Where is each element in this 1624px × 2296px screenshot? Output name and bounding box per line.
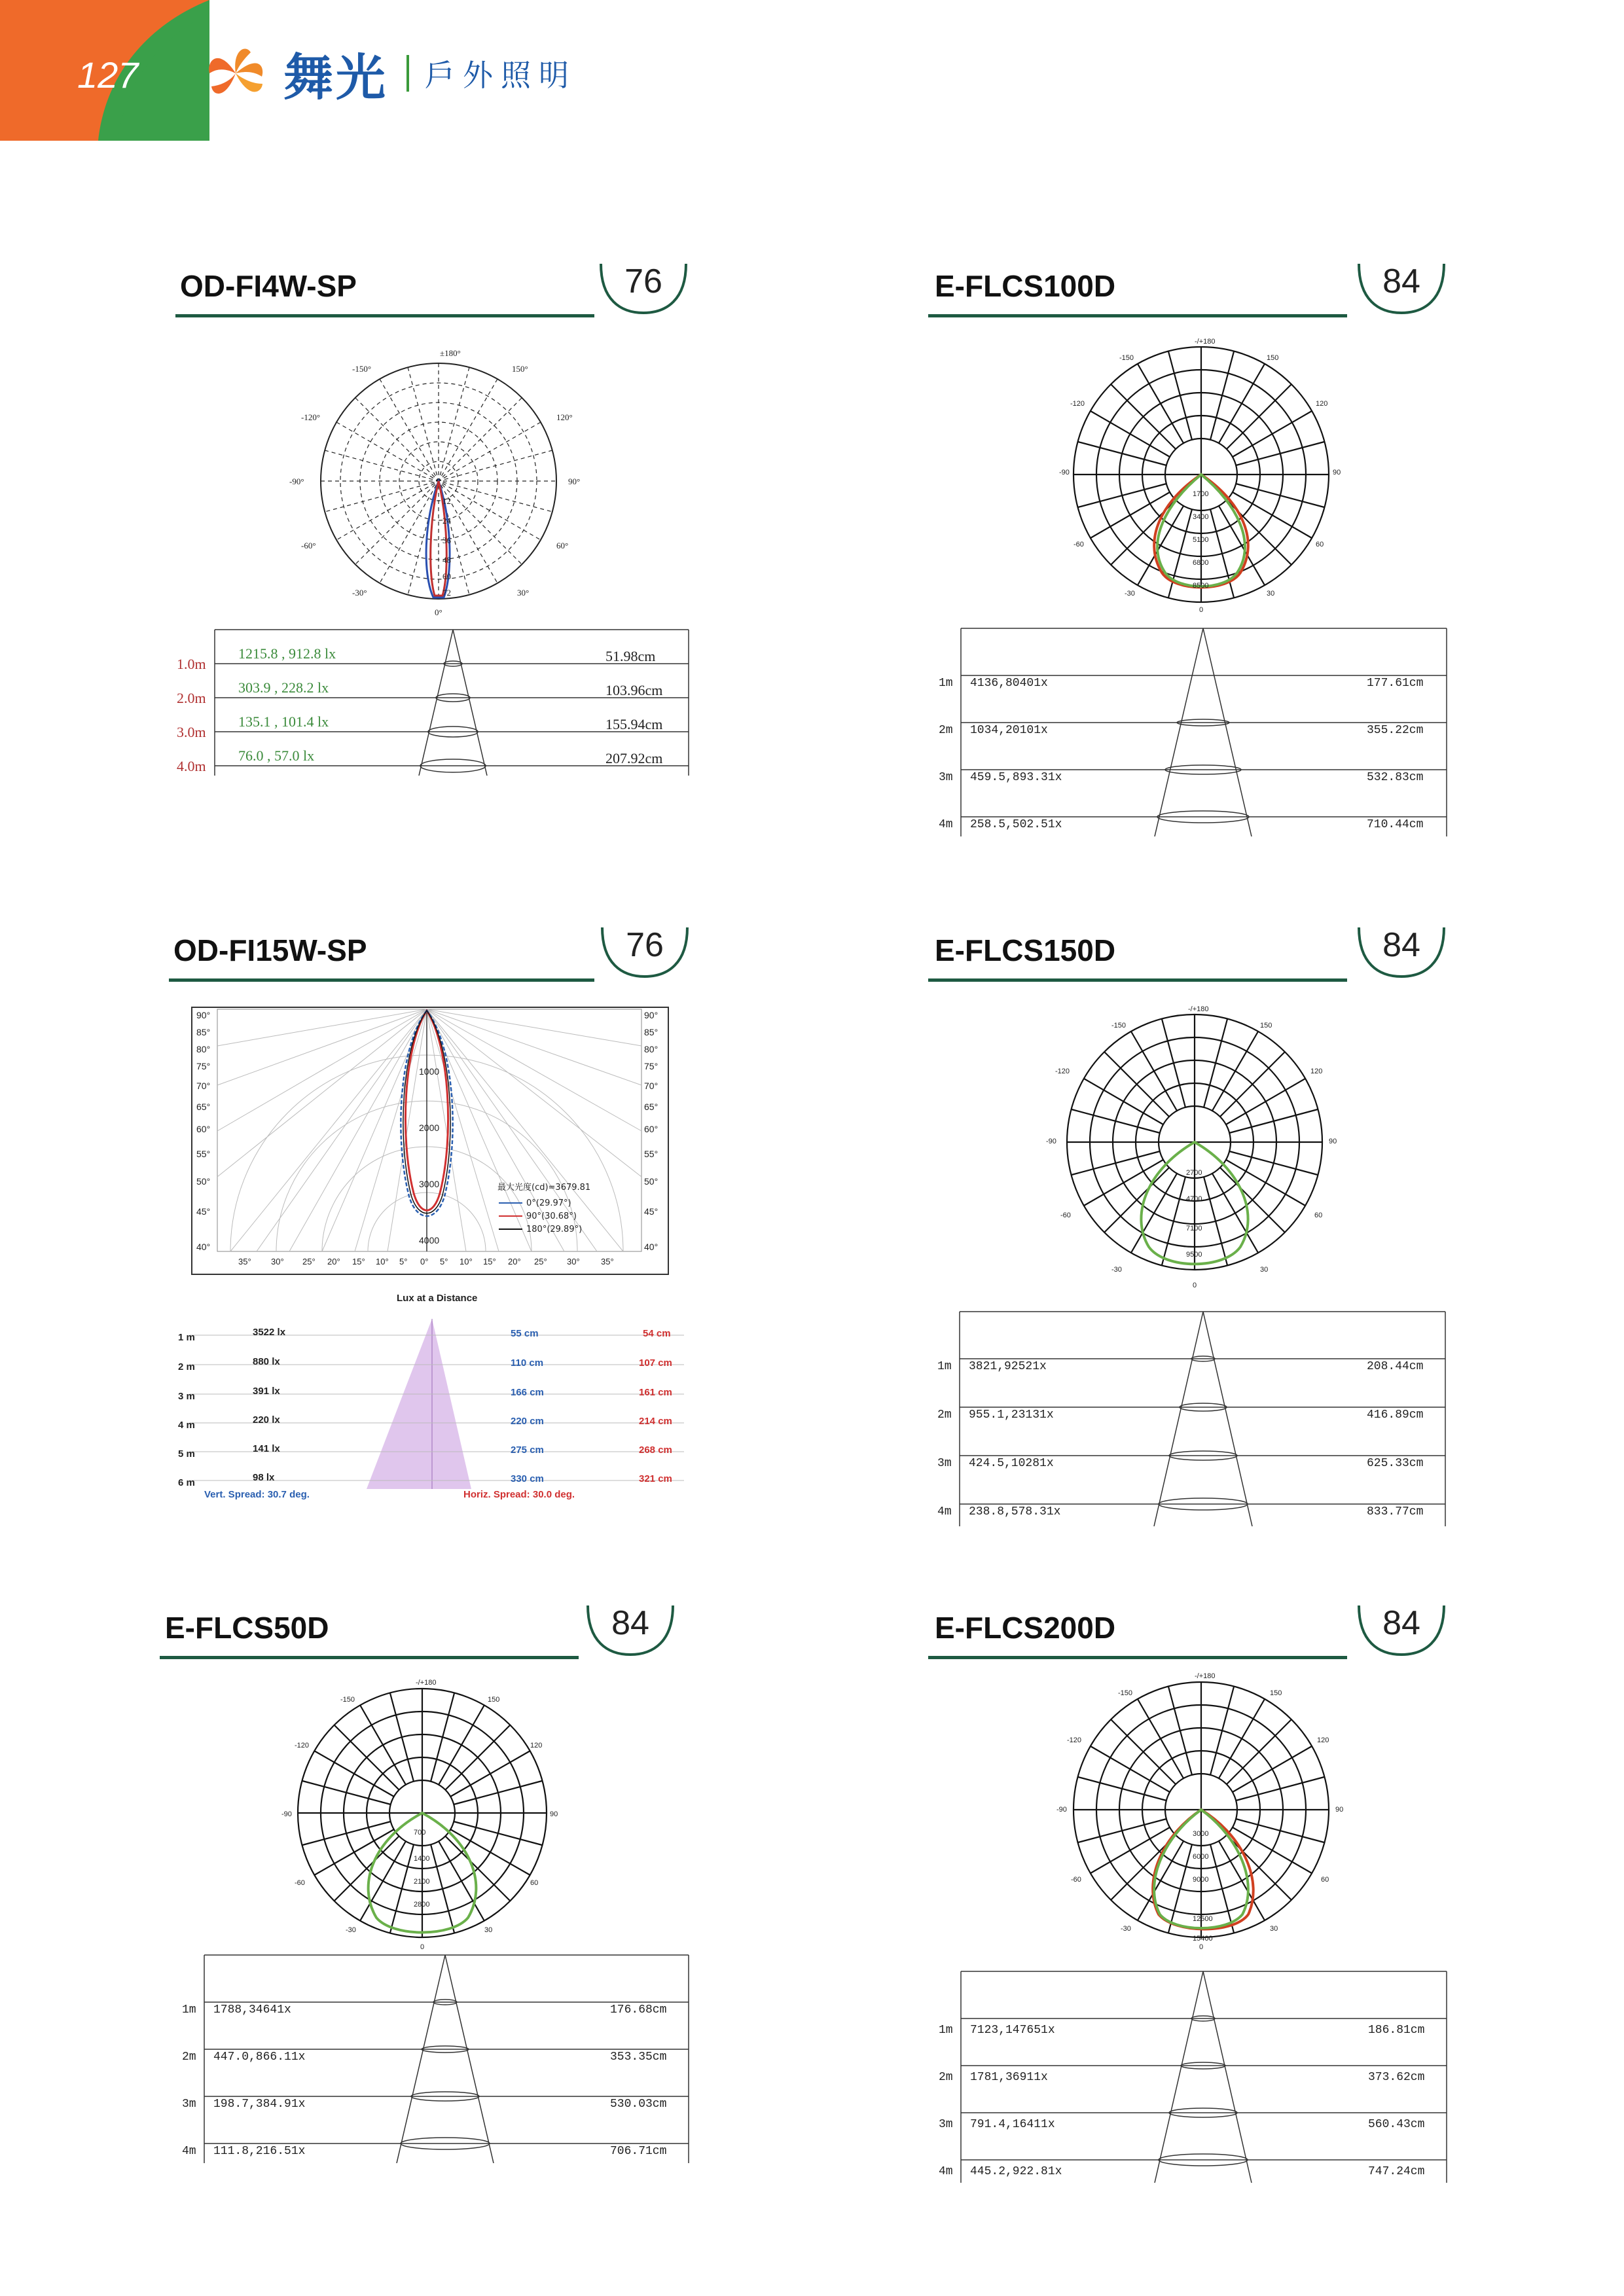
angle-label: -30 <box>1111 1266 1122 1274</box>
radial-label: 4700 <box>1186 1195 1202 1203</box>
lux-value: 7123,147651x <box>970 2024 1055 2037</box>
angle-label: -30 <box>346 1926 356 1934</box>
angle-label: 30 <box>1270 1925 1278 1933</box>
angle-label: 30 <box>1260 1266 1269 1274</box>
beam-diameter: 103.96cm <box>605 682 663 698</box>
distance-label: 3m <box>939 2118 953 2131</box>
angle-label: 55° <box>196 1149 211 1159</box>
distance-label: 2.0m <box>177 690 206 706</box>
title-underline <box>928 978 1347 982</box>
lux-value: 141 lx <box>253 1443 280 1454</box>
angle-label: 150 <box>1260 1022 1272 1030</box>
model-title: OD-FI15W-SP <box>173 933 367 967</box>
beam-diameter: 625.33cm <box>1367 1457 1424 1470</box>
legend-entry: 90°(30.68°) <box>526 1211 577 1221</box>
radial-label: 1400 <box>414 1855 430 1863</box>
angle-label: 120 <box>1316 400 1328 408</box>
page-ref-number: 84 <box>1382 1604 1420 1642</box>
lux-value: 445.2,922.81x <box>970 2165 1062 2178</box>
lux-value: 955.1,23131x <box>969 1408 1054 1422</box>
angle-label: 40° <box>644 1242 659 1252</box>
angle-label: 5° <box>440 1257 448 1266</box>
angle-label: 90 <box>550 1810 558 1818</box>
angle-label: -60° <box>301 541 316 550</box>
lux-value: 1781,36911x <box>970 2071 1048 2084</box>
vert-beam-width: 166 cm <box>511 1387 544 1398</box>
angle-label: -120 <box>1055 1067 1070 1075</box>
angle-label: -120 <box>295 1742 310 1749</box>
radial-label: 5100 <box>1193 536 1209 544</box>
horiz-beam-width: 161 cm <box>639 1387 672 1398</box>
title-underline <box>160 1656 579 1659</box>
model-title: E-FLCS150D <box>935 933 1116 967</box>
distance-label: 3 m <box>178 1391 195 1402</box>
distance-label: 5 m <box>178 1448 195 1460</box>
angle-label: 85° <box>196 1027 211 1037</box>
angle-label: 70° <box>644 1081 659 1091</box>
angle-label: 65° <box>196 1102 211 1112</box>
lux-table <box>170 628 694 776</box>
angle-label: 30° <box>517 588 530 598</box>
distance-label: 4m <box>939 2165 953 2178</box>
horiz-beam-width: 268 cm <box>639 1444 672 1456</box>
polar-intensity-chart <box>268 1676 576 1957</box>
lux-value: 238.8,578.31x <box>969 1505 1061 1518</box>
angle-label: -60 <box>1071 1876 1081 1884</box>
angle-label: -60 <box>1060 1211 1071 1219</box>
model-title: E-FLCS50D <box>165 1611 329 1645</box>
angle-label: -150 <box>340 1696 355 1704</box>
radial-label: 2100 <box>414 1878 430 1886</box>
lux-table <box>171 1954 695 2163</box>
distance-label: 3m <box>937 1457 952 1470</box>
angle-label: 60 <box>1321 1876 1329 1884</box>
angle-label: -120 <box>1070 400 1085 408</box>
radial-label: 12 <box>442 496 451 506</box>
angle-label: 55° <box>644 1149 659 1159</box>
angle-label: 30 <box>484 1926 493 1934</box>
vert-beam-width: 330 cm <box>511 1473 544 1484</box>
lux-value: 3522 lx <box>253 1327 286 1338</box>
angle-label: 80° <box>196 1044 211 1054</box>
angle-label: 150 <box>1267 354 1279 362</box>
distance-label: 1m <box>937 1360 952 1373</box>
distance-label: 4m <box>939 818 953 831</box>
angle-label: -30 <box>1125 590 1135 598</box>
angle-label: 45° <box>196 1206 211 1217</box>
radial-label: 15400 <box>1193 1935 1213 1943</box>
angle-label: 60° <box>644 1124 659 1134</box>
lux-value: 391 lx <box>253 1386 280 1397</box>
angle-label: 0 <box>1199 1943 1204 1951</box>
angle-label: -90° <box>289 476 304 486</box>
angle-label: 90 <box>1333 469 1341 476</box>
brand-logo-icon <box>200 41 272 106</box>
lux-value: 220 lx <box>253 1414 280 1426</box>
page-ref-number: 84 <box>1382 926 1420 964</box>
beam-diameter: 833.77cm <box>1367 1505 1424 1518</box>
angle-label: -/+180 <box>1195 1672 1216 1680</box>
horiz-beam-width: 107 cm <box>639 1357 672 1369</box>
page-ref-number: 84 <box>611 1604 649 1642</box>
angle-label: -90 <box>281 1810 292 1818</box>
brand-subtitle: 戶外照明 <box>425 58 577 93</box>
angle-label: 50° <box>196 1176 211 1187</box>
lux-value: 1215.8 , 912.8 lx <box>238 645 336 662</box>
angle-label: 50° <box>644 1176 659 1187</box>
vert-spread: Vert. Spread: 30.7 deg. <box>204 1489 310 1500</box>
legend-title: 最大光度(cd)=3679.81 <box>497 1183 591 1193</box>
radial-label: 60 <box>442 571 451 581</box>
radial-label: 700 <box>414 1829 426 1837</box>
vert-beam-width: 275 cm <box>511 1444 544 1456</box>
beam-diameter: 177.61cm <box>1367 677 1424 690</box>
beam-diameter: 706.71cm <box>610 2145 667 2158</box>
lux-value: 258.5,502.51x <box>970 818 1062 831</box>
beam-diameter: 207.92cm <box>605 750 663 766</box>
angle-label: 30° <box>271 1257 284 1266</box>
brand-name: 舞光 <box>283 48 388 107</box>
angle-label: -150 <box>1111 1022 1127 1030</box>
beam-diameter: 186.81cm <box>1368 2024 1425 2037</box>
distance-label: 1m <box>182 2003 196 2017</box>
angle-label: 15° <box>352 1257 365 1266</box>
angle-label: 150 <box>1270 1689 1282 1697</box>
radial-label: 48 <box>442 555 451 565</box>
distance-label: 6 m <box>178 1477 195 1488</box>
brand-divider <box>406 55 409 92</box>
lux-value: 111.8,216.51x <box>213 2145 306 2158</box>
radial-label: 1700 <box>1193 490 1209 498</box>
polar-intensity-chart <box>1041 998 1348 1293</box>
angle-label: -/+180 <box>1195 338 1216 346</box>
radial-label: 12500 <box>1193 1915 1213 1923</box>
lux-value: 880 lx <box>253 1356 280 1367</box>
beam-diameter: 416.89cm <box>1367 1408 1424 1422</box>
lux-value: 98 lx <box>253 1472 275 1483</box>
angle-label: 15° <box>483 1257 496 1266</box>
angle-label: -90 <box>1059 469 1070 476</box>
distance-label: 2m <box>939 2071 953 2084</box>
angle-label: 40° <box>196 1242 211 1252</box>
angle-label: -150° <box>352 364 372 374</box>
distance-label: 4m <box>937 1505 952 1518</box>
lux-value: 1788,34641x <box>213 2003 291 2017</box>
polar-intensity-chart <box>1047 334 1355 622</box>
radial-label: 8500 <box>1193 582 1209 590</box>
horiz-beam-width: 54 cm <box>643 1328 671 1339</box>
radial-label: 72 <box>442 588 451 598</box>
angle-label: 25° <box>302 1257 316 1266</box>
radial-label: 6800 <box>1193 559 1209 567</box>
angle-label: -30° <box>352 588 367 598</box>
horiz-beam-width: 214 cm <box>639 1416 672 1427</box>
lux-table <box>929 1970 1453 2183</box>
title-underline <box>928 1656 1347 1659</box>
angle-label: -90 <box>1046 1138 1056 1145</box>
angle-label: 80° <box>644 1044 659 1054</box>
angle-label: -90 <box>1056 1806 1067 1814</box>
angle-label: 60 <box>1316 541 1324 548</box>
angle-label: ±180° <box>440 348 461 358</box>
angle-label: 35° <box>601 1257 614 1266</box>
beam-diameter: 532.83cm <box>1367 771 1424 784</box>
beam-diameter: 51.98cm <box>605 648 656 664</box>
page-ref-number: 76 <box>624 262 662 300</box>
radial-label: 3000 <box>1193 1830 1209 1838</box>
angle-label: 5° <box>399 1257 408 1266</box>
beam-diameter: 355.22cm <box>1367 724 1424 737</box>
distance-label: 2m <box>939 724 953 737</box>
lux-value: 1034,20101x <box>970 724 1048 737</box>
distance-label: 3m <box>182 2098 196 2111</box>
vert-beam-width: 110 cm <box>511 1357 544 1369</box>
angle-label: 0° <box>435 607 442 617</box>
radial-label: 2700 <box>1186 1169 1202 1177</box>
legend-entry: 0°(29.97°) <box>526 1198 571 1208</box>
angle-label: 0 <box>1193 1282 1197 1289</box>
angle-label: 75° <box>644 1061 659 1071</box>
polar-intensity-chart <box>1047 1669 1355 1957</box>
radial-label: 2800 <box>414 1901 430 1909</box>
beam-diameter: 530.03cm <box>610 2098 667 2111</box>
vert-beam-width: 220 cm <box>511 1416 544 1427</box>
lux-value: 791.4,16411x <box>970 2118 1055 2131</box>
angle-label: -30 <box>1121 1925 1131 1933</box>
angle-label: 120 <box>1310 1067 1323 1075</box>
beam-diameter: 208.44cm <box>1367 1360 1424 1373</box>
distance-label: 1m <box>939 677 953 690</box>
angle-label: 60° <box>196 1124 211 1134</box>
lux-value: 4136,80401x <box>970 677 1048 690</box>
angle-label: 75° <box>196 1061 211 1071</box>
angle-label: 90 <box>1329 1138 1337 1145</box>
lux-value: 135.1 , 101.4 lx <box>238 713 329 730</box>
beam-diameter: 560.43cm <box>1368 2118 1425 2131</box>
angle-label: 0° <box>420 1257 429 1266</box>
distance-label: 4 m <box>178 1420 195 1431</box>
angle-label: 70° <box>196 1081 211 1091</box>
lux-value: 447.0,866.11x <box>213 2051 306 2064</box>
angle-label: 120 <box>1317 1736 1329 1744</box>
distance-label: 2m <box>182 2051 196 2064</box>
distance-label: 4m <box>182 2145 196 2158</box>
distance-label: 2m <box>937 1408 952 1422</box>
lux-value: 3821,92521x <box>969 1360 1047 1373</box>
angle-label: 120 <box>530 1742 543 1749</box>
radial-label: 9000 <box>1193 1876 1209 1884</box>
model-title: OD-FI4W-SP <box>180 269 357 303</box>
angle-label: 65° <box>644 1102 659 1112</box>
beam-diameter: 155.94cm <box>605 716 663 732</box>
angle-label: -/+180 <box>416 1679 437 1687</box>
angle-label: 30° <box>567 1257 580 1266</box>
title-underline <box>175 314 594 317</box>
distance-label: 3.0m <box>177 724 206 740</box>
beam-diameter: 176.68cm <box>610 2003 667 2017</box>
angle-label: 85° <box>644 1027 659 1037</box>
angle-label: 0 <box>420 1943 425 1951</box>
radial-label: 4000 <box>419 1235 440 1246</box>
vert-beam-width: 55 cm <box>511 1328 539 1339</box>
beam-diameter: 747.24cm <box>1368 2165 1425 2178</box>
model-title: E-FLCS100D <box>935 269 1116 303</box>
angle-label: 90 <box>1335 1806 1344 1814</box>
title-underline <box>169 978 594 982</box>
radial-label: 7100 <box>1186 1225 1202 1232</box>
angle-label: -120° <box>301 412 321 422</box>
angle-label: 45° <box>644 1206 659 1217</box>
radial-label: 24 <box>442 516 451 526</box>
distance-label: 1m <box>939 2024 953 2037</box>
distance-label: 2 m <box>178 1361 195 1372</box>
distance-label: 3m <box>939 771 953 784</box>
legend-entry: 180°(29.89°) <box>526 1225 583 1234</box>
lux-value: 303.9 , 228.2 lx <box>238 679 329 696</box>
angle-label: 90° <box>644 1010 659 1020</box>
angle-label: 25° <box>534 1257 547 1266</box>
angle-label: 150° <box>512 364 528 374</box>
radial-label: 3400 <box>1193 513 1209 521</box>
lux-value: 424.5,10281x <box>969 1457 1054 1470</box>
angle-label: 60 <box>1314 1211 1323 1219</box>
angle-label: -150 <box>1118 1689 1133 1697</box>
radial-label: 3000 <box>419 1179 440 1189</box>
angle-label: 60 <box>530 1879 539 1887</box>
radial-label: 36 <box>442 535 451 545</box>
page-number: 127 <box>77 54 139 96</box>
angle-label: -120 <box>1067 1736 1082 1744</box>
angle-label: 150 <box>488 1696 500 1704</box>
beam-diameter: 710.44cm <box>1367 818 1424 831</box>
angle-label: 10° <box>376 1257 389 1266</box>
angle-label: 90° <box>196 1010 211 1020</box>
lux-at-distance-table <box>177 1293 687 1509</box>
angle-label: 90° <box>568 476 581 486</box>
angle-label: -150 <box>1119 354 1134 362</box>
radial-label: 9500 <box>1186 1251 1202 1259</box>
model-title: E-FLCS200D <box>935 1611 1116 1645</box>
angle-label: 35° <box>238 1257 251 1266</box>
angle-label: 120° <box>556 412 573 422</box>
angle-label: 0 <box>1199 606 1204 614</box>
brand-header <box>200 41 577 106</box>
distance-label: 1 m <box>178 1332 195 1343</box>
lux-value: 459.5,893.31x <box>970 771 1062 784</box>
beam-diameter: 353.35cm <box>610 2051 667 2064</box>
page-ref-number: 76 <box>626 926 664 964</box>
lux-value: 198.7,384.91x <box>213 2098 306 2111</box>
lux-table <box>929 627 1453 836</box>
angle-label: -60 <box>295 1879 305 1887</box>
horiz-beam-width: 321 cm <box>639 1473 672 1484</box>
lux-value: 76.0 , 57.0 lx <box>238 747 315 764</box>
distance-label: 4.0m <box>177 758 206 774</box>
radial-label: 2000 <box>419 1122 440 1133</box>
distance-label: 1.0m <box>177 656 206 672</box>
polar-intensity-chart <box>288 327 589 628</box>
angle-label: 30 <box>1267 590 1275 598</box>
angle-label: 60° <box>556 541 569 550</box>
radial-label: 6000 <box>1193 1853 1209 1861</box>
angle-label: -/+180 <box>1188 1005 1209 1013</box>
horiz-spread: Horiz. Spread: 30.0 deg. <box>463 1489 575 1500</box>
intensity-distribution-chart <box>191 1007 669 1275</box>
angle-label: -60 <box>1074 541 1084 548</box>
beam-diameter: 373.62cm <box>1368 2071 1425 2084</box>
lux-table <box>928 1310 1452 1526</box>
page-ref-number: 84 <box>1382 262 1420 300</box>
angle-label: 20° <box>508 1257 521 1266</box>
angle-label: 10° <box>460 1257 473 1266</box>
angle-label: 20° <box>327 1257 340 1266</box>
title-underline <box>928 314 1347 317</box>
radial-label: 1000 <box>419 1066 440 1077</box>
lux-title: Lux at a Distance <box>397 1293 478 1304</box>
